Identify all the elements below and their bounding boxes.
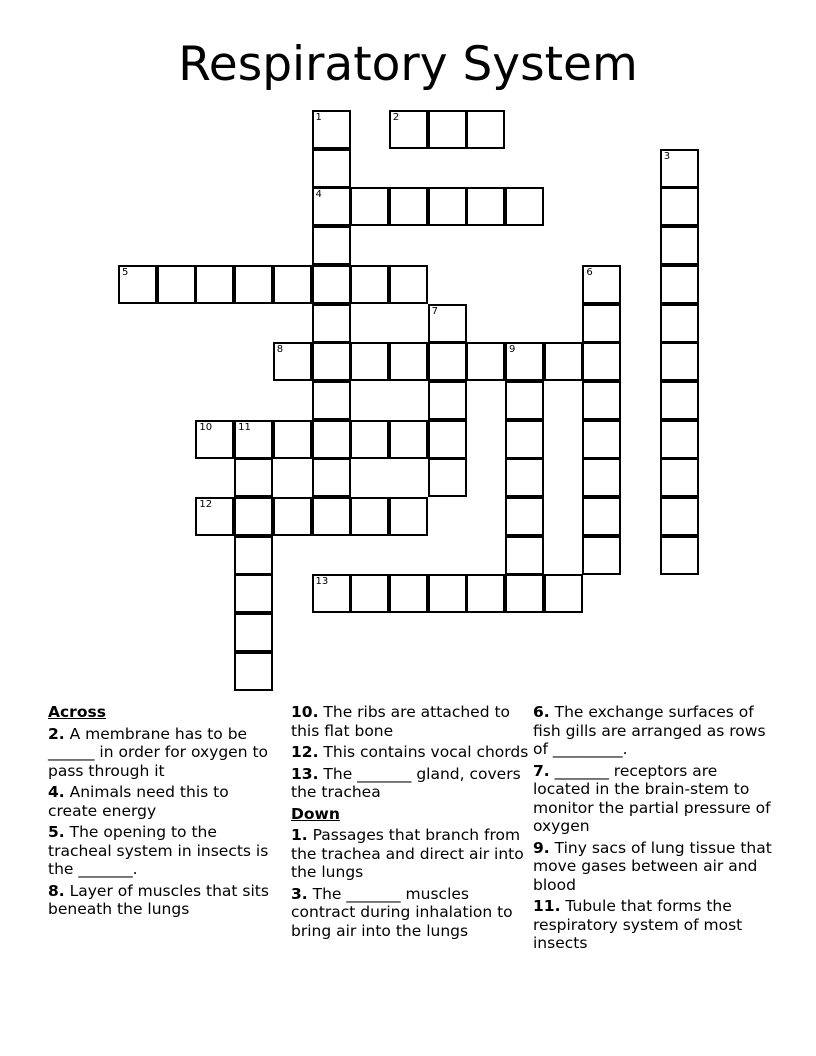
clue-column-2 [291,703,529,943]
grid-cell[interactable] [312,304,351,343]
grid-cell[interactable] [428,458,467,497]
cell-number: 2 [392,112,400,123]
grid-cell[interactable] [350,420,389,459]
clue-down-11: 11. Tubule that forms the respiratory system of most insects [533,897,743,952]
grid-cell[interactable] [466,342,505,381]
grid-cell[interactable] [505,458,544,497]
grid-cell[interactable] [505,342,544,381]
grid-cell[interactable] [350,265,389,304]
down-heading: Down [291,804,340,823]
grid-cell[interactable] [234,574,273,613]
cell-number: 12 [199,499,213,510]
grid-cell[interactable] [234,458,273,497]
grid-cell[interactable] [389,497,428,536]
cell-number: 11 [238,421,251,433]
clue-across-2: 2. A membrane has to be ______ in order for oxygen to pass through it [48,724,269,780]
grid-cell[interactable] [660,265,699,304]
clue-across-5: 5. The opening to the tracheal system in insects is the _______. [48,823,269,878]
grid-cell[interactable] [505,574,544,613]
grid-cell[interactable] [389,574,428,613]
grid-cell[interactable] [582,536,621,575]
cell-number: 6 [586,266,593,278]
cell-number: 5 [122,266,129,278]
grid-cell[interactable] [582,265,621,304]
grid-cell[interactable] [428,420,467,459]
cell-number: 1 [315,112,322,123]
grid-cell[interactable] [428,110,467,149]
grid-cell[interactable] [428,304,467,343]
grid-cell[interactable] [234,497,273,536]
grid-cell[interactable] [428,381,467,420]
grid-cell[interactable] [660,342,699,381]
grid-cell[interactable] [312,265,351,304]
clue-column-1 [48,703,280,922]
grid-cell[interactable] [312,110,351,149]
grid-cell[interactable] [505,497,544,536]
grid-cell[interactable] [428,187,467,226]
grid-cell[interactable] [389,342,428,381]
clue-across-4: 4. Animals need this to create energy [48,783,229,820]
grid-cell[interactable] [195,497,234,536]
grid-cell[interactable] [660,187,699,226]
grid-cell[interactable] [312,342,351,381]
grid-cell[interactable] [350,342,389,381]
grid-cell[interactable] [312,226,351,265]
grid-cell[interactable] [312,420,351,459]
grid-cell[interactable] [660,304,699,343]
cell-number: 7 [431,305,438,317]
clue-down-1: 1. Passages that branch from the trachea and direct air into the lungs [291,826,524,881]
cell-number: 9 [509,344,516,356]
grid-cell[interactable] [466,110,505,149]
grid-cell[interactable] [234,652,273,691]
grid-cell[interactable] [660,420,699,459]
page-title: Respiratory System [178,37,638,92]
clue-down-3: 3. The _______ muscles contract during inhalation to bring air into the lungs [291,884,513,940]
cell-number: 13 [315,576,329,588]
grid-cell[interactable] [312,187,351,226]
grid-cell[interactable] [273,265,312,304]
grid-cell[interactable] [582,304,621,343]
grid-cell[interactable] [312,574,351,613]
cell-number: 3 [663,150,671,162]
grid-cell[interactable] [466,574,505,613]
grid-cell[interactable] [389,187,428,226]
grid-cell[interactable] [582,458,621,497]
grid-cell[interactable] [660,226,699,265]
grid-cell[interactable] [582,420,621,459]
grid-cell[interactable] [582,342,621,381]
clue-across-13: 13. The _______ gland, covers the trachea [291,764,521,801]
grid-cell[interactable] [157,265,196,304]
clue-column-3 [533,703,773,956]
grid-cell[interactable] [428,574,467,613]
grid-cell[interactable] [312,149,351,188]
grid-cell[interactable] [660,458,699,497]
clue-down-6: 6. The exchange surfaces of fish gills are arranged as rows of _________. [533,703,766,758]
grid-cell[interactable] [273,497,312,536]
grid-cell[interactable] [505,536,544,575]
grid-cell[interactable] [466,187,505,226]
grid-cell[interactable] [660,149,699,188]
cell-number: 8 [276,344,284,356]
grid-cell[interactable] [234,613,273,652]
grid-cell[interactable] [273,342,312,381]
grid-cell[interactable] [350,497,389,536]
clue-down-7: 7. _______ receptors are located in the brain-stem to monitor the partial pressure of oxygen [533,761,771,835]
grid-cell[interactable] [582,497,621,536]
grid-cell[interactable] [660,497,699,536]
grid-cell[interactable] [312,458,351,497]
grid-cell[interactable] [660,381,699,420]
grid-cell[interactable] [428,342,467,381]
grid-cell[interactable] [234,420,273,459]
clue-across-8: 8. Layer of muscles that sits beneath the lungs [48,881,269,918]
across-heading: Across [48,703,106,721]
grid-cell[interactable] [350,187,389,226]
grid-cell[interactable] [195,420,234,459]
cell-number: 10 [199,421,213,433]
grid-cell[interactable] [389,420,428,459]
grid-cell[interactable] [350,574,389,613]
grid-cell[interactable] [544,574,583,613]
grid-cell[interactable] [582,381,621,420]
clue-across-12: 12. This contains vocal chords [291,743,529,761]
grid-cell[interactable] [312,381,351,420]
grid-cell[interactable] [312,497,351,536]
grid-cell[interactable] [234,265,273,304]
grid-cell[interactable] [389,265,428,304]
grid-cell[interactable] [234,536,273,575]
grid-cell[interactable] [195,265,234,304]
clue-across-10: 10. The ribs are attached to this flat bone [291,703,511,740]
grid-cell[interactable] [660,536,699,575]
grid-cell[interactable] [118,265,157,304]
clue-down-9: 9. Tiny sacs of lung tissue that move gases between air and blood [533,838,772,894]
grid-cell[interactable] [505,187,544,226]
grid-cell[interactable] [505,420,544,459]
grid-cell[interactable] [389,110,428,149]
grid-cell[interactable] [505,381,544,420]
grid-cell[interactable] [273,420,312,459]
cell-number: 4 [315,189,322,201]
grid-cell[interactable] [544,342,583,381]
